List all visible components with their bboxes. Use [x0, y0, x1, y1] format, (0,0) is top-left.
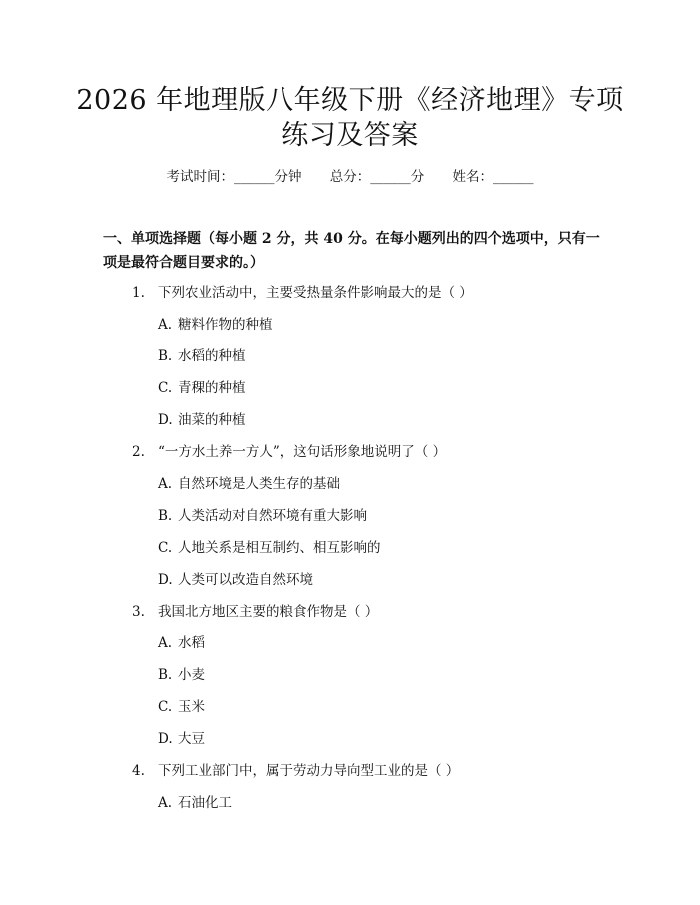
total-score-unit: 分 [410, 169, 425, 185]
total-score-field [330, 167, 425, 187]
student-name-blank: ______ [493, 169, 534, 185]
option-text: 青稞的种植 [178, 380, 246, 396]
option-text: 小麦 [178, 667, 205, 683]
question-number: 3. [132, 604, 145, 620]
exam-meta-row [0, 167, 700, 187]
option-letter: D. [158, 572, 173, 588]
total-score-label: 总分： [329, 169, 371, 185]
question-3-option-d [158, 729, 205, 749]
option-letter: A. [158, 635, 173, 651]
option-letter: A. [158, 795, 173, 811]
doc-title-line2: 练习及答案 [281, 120, 419, 151]
question-1-option-d [158, 410, 246, 430]
option-letter: B. [158, 348, 173, 364]
question-number: 4. [132, 763, 145, 779]
option-letter: A. [158, 476, 173, 492]
question-number: 2. [132, 444, 145, 460]
exam-time-label: 考试时间： [166, 169, 234, 185]
option-text: 人类可以改造自然环境 [178, 572, 313, 588]
question-2-option-d [158, 570, 313, 590]
question-1-option-c [158, 378, 246, 398]
exam-time-unit: 分钟 [274, 169, 302, 185]
question-1 [132, 283, 473, 303]
option-text: 自然环境是人类生存的基础 [178, 476, 340, 492]
question-3-option-c [158, 697, 205, 717]
section-heading: 一、单项选择题（每小题 2 分，共 40 分。在每小题列出的四个选项中，只有一项是最符合题目要求的。） [103, 231, 600, 271]
exam-time-blank: ______ [233, 169, 275, 185]
student-name-field [453, 167, 534, 187]
question-text: 下列农业活动中，主要受热量条件影响最大的是（ ） [158, 285, 473, 301]
option-letter: D. [158, 412, 173, 428]
question-3-option-b [158, 665, 205, 685]
option-text: 人地关系是相互制约、相互影响的 [178, 540, 381, 556]
question-text: “一方水土养一方人”，这句话形象地说明了（ ） [158, 444, 447, 460]
question-number: 1. [132, 285, 145, 301]
option-letter: B. [158, 508, 173, 524]
question-1-option-b [158, 346, 246, 366]
question-4 [132, 761, 459, 781]
question-3 [132, 602, 378, 622]
question-2-option-c [158, 538, 381, 558]
option-text: 油菜的种植 [178, 412, 246, 428]
option-text: 糖料作物的种植 [178, 317, 273, 333]
question-3-option-a [158, 633, 205, 653]
student-name-label: 姓名： [452, 169, 494, 185]
option-text: 玉米 [178, 699, 205, 715]
total-score-blank: ______ [370, 169, 411, 185]
option-letter: C. [158, 380, 173, 396]
option-text: 水稻 [178, 635, 205, 651]
question-4-option-a [158, 793, 232, 813]
option-text: 大豆 [178, 731, 205, 747]
option-letter: B. [158, 667, 173, 683]
question-2-option-b [158, 506, 367, 526]
question-2-option-a [158, 474, 340, 494]
question-1-option-a [158, 315, 273, 335]
option-letter: D. [158, 731, 173, 747]
question-text: 我国北方地区主要的粮食作物是（ ） [158, 604, 379, 620]
option-letter: C. [158, 699, 173, 715]
question-text: 下列工业部门中，属于劳动力导向型工业的是（ ） [158, 763, 460, 779]
option-letter: C. [158, 540, 173, 556]
option-text: 人类活动对自然环境有重大影响 [178, 508, 367, 524]
doc-title-line1: 2026 年地理版八年级下册《经济地理》专项 [76, 85, 624, 116]
option-letter: A. [158, 317, 173, 333]
question-2 [132, 442, 446, 462]
option-text: 石油化工 [178, 795, 232, 811]
exam-time-field [166, 167, 301, 187]
option-text: 水稻的种植 [178, 348, 246, 364]
